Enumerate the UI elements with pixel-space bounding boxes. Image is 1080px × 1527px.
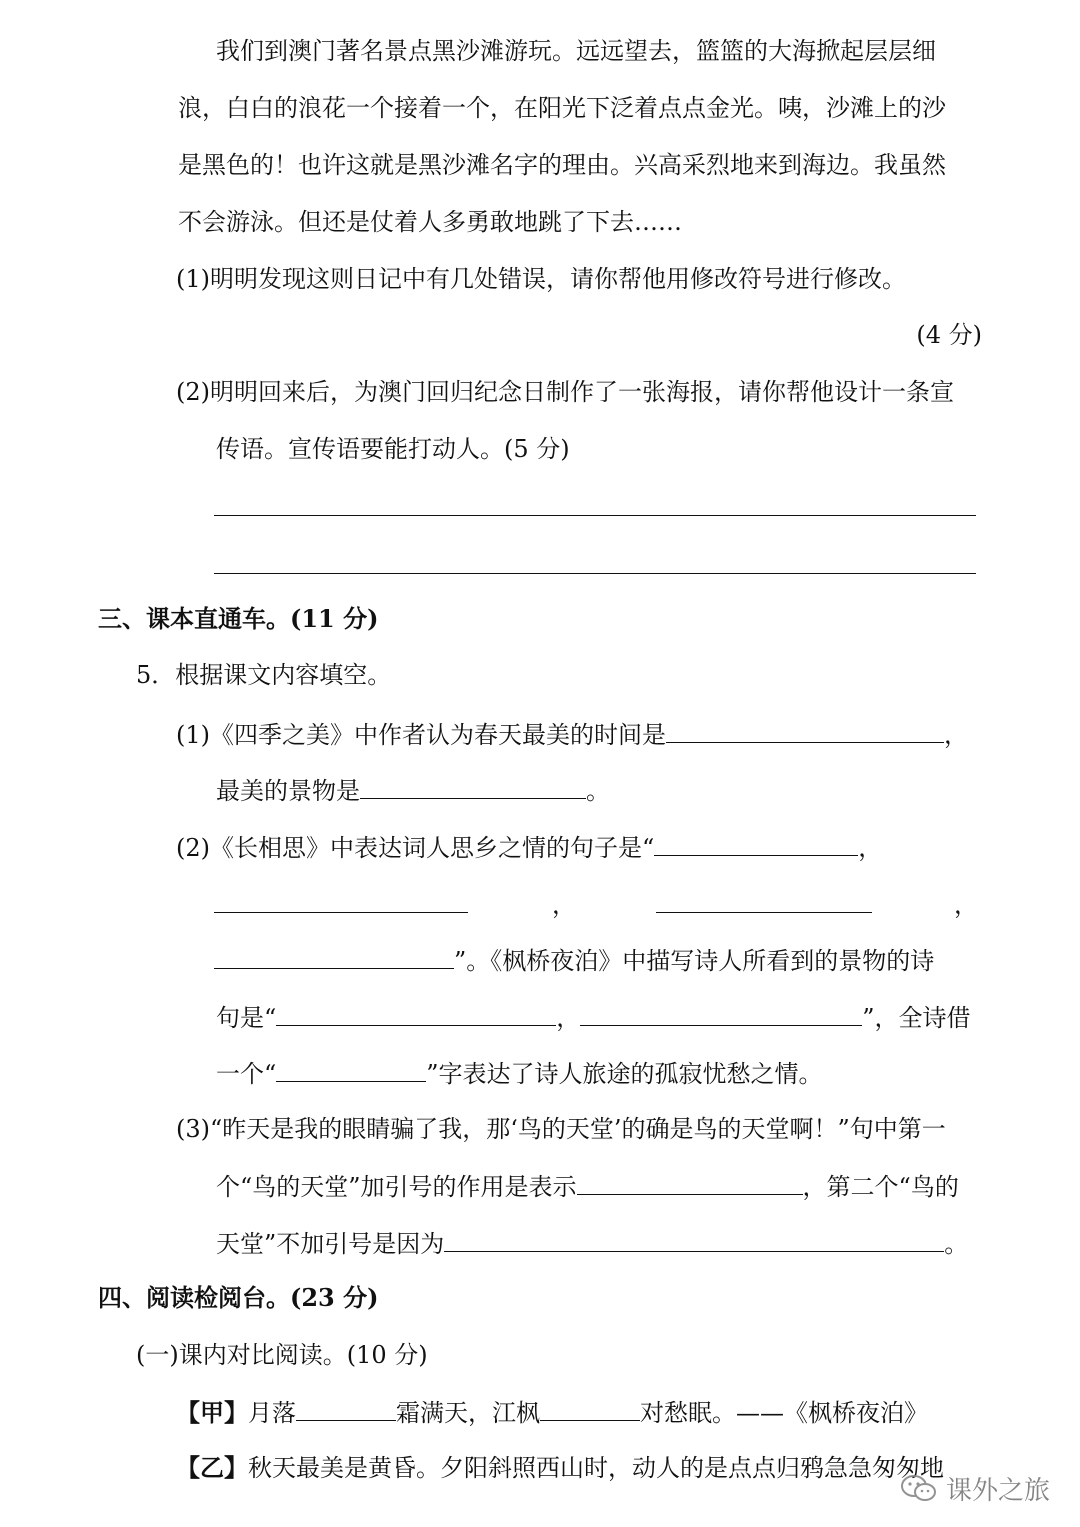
fill-blank[interactable] (214, 942, 454, 969)
wechat-icon (900, 1474, 938, 1504)
q5-p2-line3 (214, 942, 934, 978)
q5-p1-line1 (176, 716, 968, 752)
q5-p2-line1 (176, 829, 882, 865)
jia-line (176, 1394, 928, 1430)
punct: ， (954, 891, 978, 919)
section3-title: 三、课本直通车。(11 分) (98, 604, 379, 633)
yi-line (176, 1451, 944, 1485)
section4-title: 四、阅读检阅台。(23 分) (98, 1283, 379, 1312)
section4-sub1: (一)课内对比阅读。(10 分) (136, 1341, 428, 1369)
answer-line[interactable] (214, 573, 976, 574)
q5-p2-line5 (216, 1055, 823, 1091)
punct: 。 (944, 1230, 969, 1258)
fill-blank[interactable] (214, 886, 468, 913)
punct: ， (552, 891, 576, 919)
jia-text: 对愁眠。——《枫桥夜泊》 (640, 1399, 928, 1427)
q5-p3-line1: (3)“昨天是我的眼睛骗了我，那‘鸟的天堂’的确是鸟的天堂啊！”句中第一 (176, 1115, 946, 1143)
fill-blank[interactable] (540, 1394, 640, 1421)
q5-p2-text: ”字表达了诗人旅途的孤寂忧愁之情。 (426, 1060, 823, 1088)
q4-part2-line2: 传语。宣传语要能打动人。(5 分) (216, 435, 570, 463)
q5-p2-line4 (216, 999, 971, 1035)
q5-p2-text: ”。《枫桥夜泊》中描写诗人所看到的景物的诗 (454, 947, 935, 975)
punct: ， (944, 721, 968, 749)
q5-p1-text: (1)《四季之美》中作者认为春天最美的时间是 (176, 721, 666, 749)
q5-p2-text: (2)《长相思》中表达词人思乡之情的句子是“ (176, 834, 655, 862)
punct: 。 (586, 777, 610, 805)
fill-blank[interactable] (666, 716, 944, 743)
q5-p3-line3 (216, 1225, 968, 1261)
fill-blank[interactable] (360, 772, 586, 799)
q5-p2-text: 句是“ (216, 1004, 277, 1032)
q5-p3-text: ，第二个“鸟的 (802, 1173, 959, 1201)
watermark (900, 1470, 1050, 1507)
fill-blank[interactable] (444, 1225, 944, 1252)
jia-text: 月落 (248, 1399, 296, 1427)
punct: ， (858, 834, 883, 862)
fill-blank[interactable] (580, 999, 862, 1026)
yi-text: 秋天最美是黄昏。夕阳斜照西山时，动人的是点点归鸦急急匆匆地 (248, 1454, 944, 1482)
q5-heading: 5．根据课文内容填空。 (136, 661, 392, 689)
q5-p3-text: 个“鸟的天堂”加引号的作用是表示 (216, 1173, 577, 1201)
q5-p3-text: 天堂”不加引号是因为 (216, 1230, 445, 1258)
yi-tag: 【乙】 (176, 1453, 248, 1482)
jia-tag: 【甲】 (176, 1398, 248, 1427)
fill-blank[interactable] (656, 886, 872, 913)
diary-line: 我们到澳门著名景点黑沙滩游玩。远远望去，篮篮的大海掀起层层细 (216, 37, 936, 65)
punct: ， (556, 1004, 581, 1032)
diary-line: 浪，白白的浪花一个接着一个，在阳光下泛着点点金光。咦，沙滩上的沙 (178, 94, 946, 122)
watermark-text: 课外之旅 (945, 1476, 1050, 1506)
fill-blank[interactable] (577, 1168, 803, 1195)
q5-p1-line2 (216, 772, 610, 808)
diary-line: 不会游泳。但还是仗着人多勇敢地跳了下去…… (178, 208, 682, 236)
q4-part2-line1: (2)明明回来后，为澳门回归纪念日制作了一张海报，请你帮他设计一条宣 (176, 378, 954, 406)
fill-blank[interactable] (276, 1055, 426, 1082)
fill-blank[interactable] (276, 999, 556, 1026)
q5-p3-line2 (216, 1168, 959, 1204)
fill-blank[interactable] (654, 829, 858, 856)
q5-p2-text: 一个“ (216, 1060, 277, 1088)
diary-line: 是黑色的！也许这就是黑沙滩名字的理由。兴高采烈地来到海边。我虽然 (178, 151, 946, 179)
q4-part1: (1)明明发现这则日记中有几处错误，请你帮他用修改符号进行修改。 (176, 265, 906, 293)
q5-p2-line2 (214, 886, 984, 922)
fill-blank[interactable] (296, 1394, 396, 1421)
answer-line[interactable] (214, 515, 976, 516)
q5-p1-text2: 最美的景物是 (216, 777, 360, 805)
q5-p2-text: ”，全诗借 (862, 1004, 971, 1032)
q4-part1-score: (4 分) (916, 321, 982, 349)
jia-text: 霜满天，江枫 (396, 1399, 540, 1427)
